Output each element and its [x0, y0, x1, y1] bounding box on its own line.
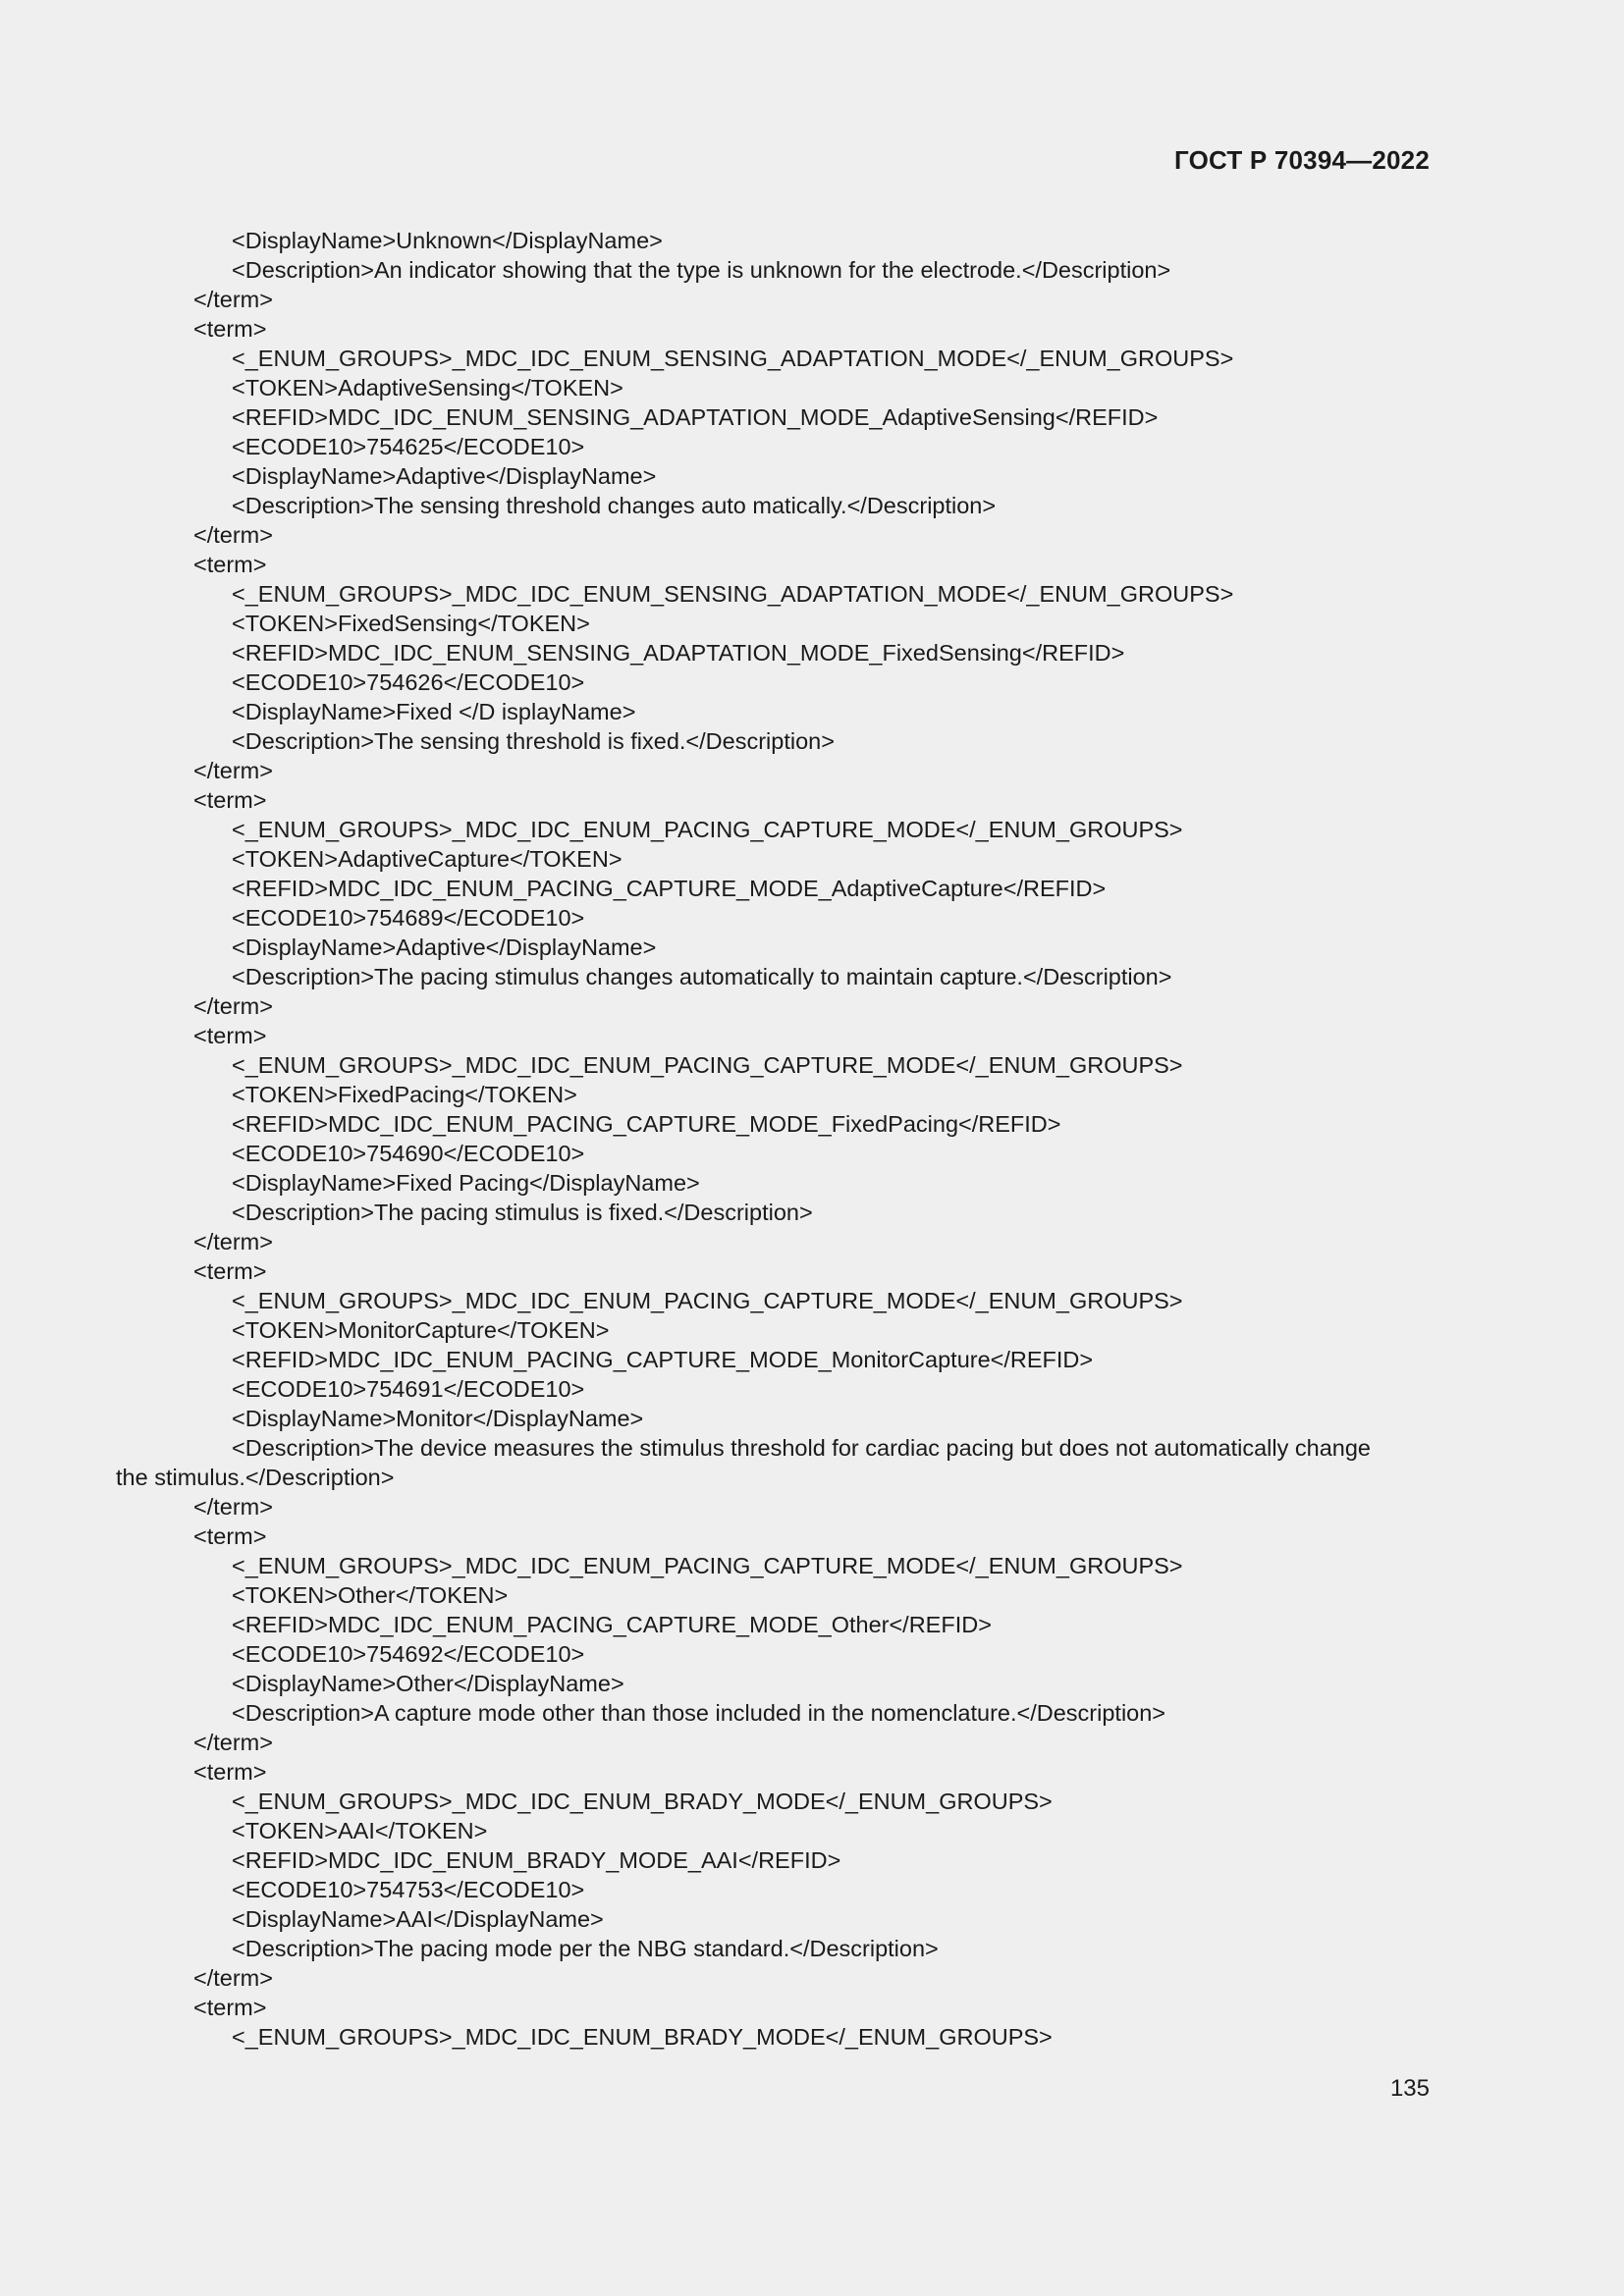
listing-line: <Description>The pacing stimulus is fixed.</Description> [232, 1200, 813, 1225]
listing-line: <ECODE10>754625</ECODE10> [232, 434, 585, 459]
listing-line: <TOKEN>AdaptiveSensing</TOKEN> [232, 375, 623, 400]
listing-line: <DisplayName>Adaptive</DisplayName> [232, 463, 657, 489]
listing-line: <TOKEN>AAI</TOKEN> [232, 1818, 488, 1843]
listing-line: <term> [193, 1523, 267, 1549]
listing-line: <_ENUM_GROUPS>_MDC_IDC_ENUM_BRADY_MODE</_ENUM_GROUPS> [232, 2024, 1053, 2050]
listing-line: <Description>The sensing threshold is fixed.</Description> [232, 728, 835, 754]
listing-line: </term> [193, 287, 273, 312]
listing-line: </term> [193, 1730, 273, 1755]
listing-line: <TOKEN>AdaptiveCapture</TOKEN> [232, 846, 623, 872]
listing-line: <_ENUM_GROUPS>_MDC_IDC_ENUM_PACING_CAPTURE_MODE</_ENUM_GROUPS> [232, 1288, 1183, 1313]
listing-line: <Description>A capture mode other than those included in the nomenclature.</Description> [232, 1700, 1166, 1726]
xml-listing [0, 226, 1624, 2052]
listing-line: <REFID>MDC_IDC_ENUM_BRADY_MODE_AAI</REFID> [232, 1847, 841, 1873]
listing-line: <REFID>MDC_IDC_ENUM_SENSING_ADAPTATION_MODE_AdaptiveSensing</REFID> [232, 404, 1159, 430]
listing-line: <DisplayName>Fixed Pacing</DisplayName> [232, 1170, 700, 1196]
listing-line: </term> [193, 1229, 273, 1255]
listing-line: <_ENUM_GROUPS>_MDC_IDC_ENUM_PACING_CAPTURE_MODE</_ENUM_GROUPS> [232, 1553, 1183, 1578]
listing-line: <term> [193, 1258, 267, 1284]
listing-line: <TOKEN>FixedSensing</TOKEN> [232, 611, 590, 636]
document-id-header: ГОСТ Р 70394—2022 [1174, 145, 1430, 175]
listing-line: <Description>The sensing threshold changes auto matically.</Description> [232, 493, 997, 518]
listing-line: <TOKEN>Other</TOKEN> [232, 1582, 509, 1608]
listing-line: <_ENUM_GROUPS>_MDC_IDC_ENUM_BRADY_MODE</_ENUM_GROUPS> [232, 1789, 1053, 1814]
listing-line: <TOKEN>FixedPacing</TOKEN> [232, 1082, 577, 1107]
listing-line: <_ENUM_GROUPS>_MDC_IDC_ENUM_PACING_CAPTURE_MODE</_ENUM_GROUPS> [232, 817, 1183, 842]
listing-line: <_ENUM_GROUPS>_MDC_IDC_ENUM_PACING_CAPTURE_MODE</_ENUM_GROUPS> [232, 1052, 1183, 1078]
listing-line: <TOKEN>MonitorCapture</TOKEN> [232, 1317, 610, 1343]
listing-line: <ECODE10>754692</ECODE10> [232, 1641, 585, 1667]
listing-line: <ECODE10>754753</ECODE10> [232, 1877, 585, 1902]
listing-line: <term> [193, 316, 267, 342]
listing-line: <ECODE10>754626</ECODE10> [232, 669, 585, 695]
listing-line: <REFID>MDC_IDC_ENUM_PACING_CAPTURE_MODE_Other</REFID> [232, 1612, 992, 1637]
listing-line: <DisplayName>Adaptive</DisplayName> [232, 934, 657, 960]
listing-line: <term> [193, 1023, 267, 1048]
listing-line: <REFID>MDC_IDC_ENUM_SENSING_ADAPTATION_MODE_FixedSensing</REFID> [232, 640, 1125, 666]
listing-line: <term> [193, 1995, 267, 2020]
listing-line: <DisplayName>Unknown</DisplayName> [232, 228, 663, 253]
listing-line: <ECODE10>754690</ECODE10> [232, 1141, 585, 1166]
listing-line: <ECODE10>754689</ECODE10> [232, 905, 585, 931]
listing-line: <DisplayName>Monitor</DisplayName> [232, 1406, 644, 1431]
listing-line: the stimulus.</Description> [116, 1465, 395, 1490]
listing-line: <term> [193, 552, 267, 577]
listing-line: <REFID>MDC_IDC_ENUM_PACING_CAPTURE_MODE_AdaptiveCapture</REFID> [232, 876, 1107, 901]
listing-line: <REFID>MDC_IDC_ENUM_PACING_CAPTURE_MODE_MonitorCapture</REFID> [232, 1347, 1094, 1372]
listing-line: <Description>The pacing stimulus changes automatically to maintain capture.</Description> [232, 964, 1172, 989]
listing-line: </term> [193, 993, 273, 1019]
listing-line: <DisplayName>AAI</DisplayName> [232, 1906, 604, 1932]
page-number: 135 [1389, 2075, 1430, 2102]
listing-line: <_ENUM_GROUPS>_MDC_IDC_ENUM_SENSING_ADAPTATION_MODE</_ENUM_GROUPS> [232, 581, 1234, 607]
listing-line: </term> [193, 1494, 273, 1520]
listing-line: <Description>The pacing mode per the NBG standard.</Description> [232, 1936, 939, 1961]
listing-line: <ECODE10>754691</ECODE10> [232, 1376, 585, 1402]
listing-line: <_ENUM_GROUPS>_MDC_IDC_ENUM_SENSING_ADAPTATION_MODE</_ENUM_GROUPS> [232, 346, 1234, 371]
listing-line: <term> [193, 787, 267, 813]
listing-line: </term> [193, 758, 273, 783]
listing-line: <DisplayName>Other</DisplayName> [232, 1671, 624, 1696]
listing-line: <Description>The device measures the stimulus threshold for cardiac pacing but does not automatically change [232, 1435, 1371, 1461]
listing-line: <DisplayName>Fixed </D isplayName> [232, 699, 636, 724]
listing-line: </term> [193, 522, 273, 548]
listing-line: <Description>An indicator showing that the type is unknown for the electrode.</Description> [232, 257, 1171, 283]
listing-line: <REFID>MDC_IDC_ENUM_PACING_CAPTURE_MODE_FixedPacing</REFID> [232, 1111, 1061, 1137]
listing-line: <term> [193, 1759, 267, 1785]
listing-line: </term> [193, 1965, 273, 1991]
